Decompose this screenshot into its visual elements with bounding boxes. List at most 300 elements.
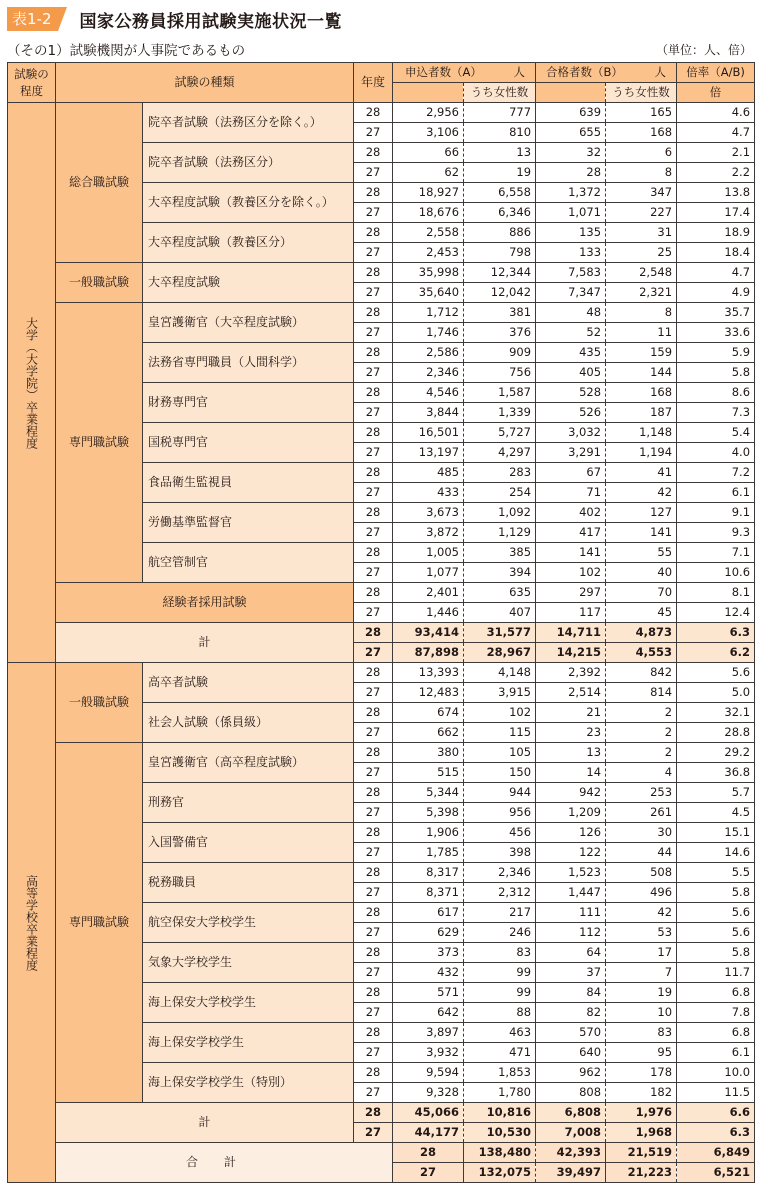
cell-passers: 1,209 [536,803,606,823]
cell-applicants-female: 810 [464,123,536,143]
header-passers-female: うち女性数 [606,83,677,103]
cell-year: 28 [354,583,393,603]
cell-ratio: 5.6 [677,903,755,923]
cell-passers-female: 8 [606,163,677,183]
cell-passers-female: 127 [606,503,677,523]
cell-year: 28 [393,1143,464,1163]
cell-year: 28 [354,143,393,163]
cell-applicants-female: 283 [464,463,536,483]
cell-ratio: 10.6 [677,563,755,583]
table-row [8,1143,755,1163]
cell-passers-female: 496 [606,883,677,903]
cell-applicants-female: 99 [464,963,536,983]
cell-ratio: 6.3 [677,1123,755,1143]
cell-applicants-female: 944 [464,783,536,803]
cell-passers: 526 [536,403,606,423]
cell-applicants-female: 1,129 [464,523,536,543]
cell-passers: 133 [536,243,606,263]
cell-passers: 111 [536,903,606,923]
cell-applicants: 18,676 [393,203,464,223]
cell-passers-female: 42 [606,903,677,923]
cell-applicants: 35,998 [393,263,464,283]
cell-ratio: 9.3 [677,523,755,543]
cell-applicants-female: 6,558 [464,183,536,203]
cell-passers-female: 8 [606,303,677,323]
cell-passers-female: 182 [606,1083,677,1103]
cell-passers: 528 [536,383,606,403]
cell-applicants: 3,673 [393,503,464,523]
cell-applicants: 9,328 [393,1083,464,1103]
cell-passers-female: 227 [606,203,677,223]
cell-applicants-female: 909 [464,343,536,363]
cell-applicants-female: 39,497 [536,1163,606,1183]
cell-ratio: 13.8 [677,183,755,203]
exam-name: 入国警備官 [143,823,354,863]
cell-applicants-female: 31,577 [464,623,536,643]
cell-passers: 1,372 [536,183,606,203]
exam-name: 法務省専門職員（人間科学） [143,343,354,383]
cell-ratio: 6.1 [677,483,755,503]
cell-ratio: 5.8 [677,883,755,903]
cell-passers: 71 [536,483,606,503]
cell-passers: 640 [536,1043,606,1063]
cell-passers: 1,071 [536,203,606,223]
exam-name: 海上保安学校学生（特別） [143,1063,354,1103]
cell-passers-female: 168 [606,383,677,403]
cell-passers-female: 44 [606,843,677,863]
cell-year: 28 [354,743,393,763]
exam-name: 院卒者試験（法務区分） [143,143,354,183]
header-level-line2: 程度 [20,83,43,98]
header-level-line1: 試験の [14,66,49,81]
cell-passers: 21 [536,703,606,723]
cell-applicants: 2,956 [393,103,464,123]
cell-applicants: 1,906 [393,823,464,843]
cell-passers: 297 [536,583,606,603]
cell-applicants: 13,197 [393,443,464,463]
cell-passers: 82 [536,1003,606,1023]
cell-applicants: 3,897 [393,1023,464,1043]
cell-applicants-female: 254 [464,483,536,503]
cell-year: 28 [354,1103,393,1123]
cell-applicants-female: 83 [464,943,536,963]
cell-applicants: 629 [393,923,464,943]
cell-ratio: 6.6 [677,1103,755,1123]
cell-passers: 28 [536,163,606,183]
cell-applicants-female: 150 [464,763,536,783]
cell-applicants-female: 105 [464,743,536,763]
table-row [8,743,755,763]
cell-applicants-female: 1,339 [464,403,536,423]
cell-applicants-female: 463 [464,1023,536,1043]
cell-applicants-female: 28,967 [464,643,536,663]
cell-passers: 52 [536,323,606,343]
cell-passers: 2,514 [536,683,606,703]
header-applicants-total-blank [393,83,464,103]
cell-applicants-female: 88 [464,1003,536,1023]
cell-applicants: 4,546 [393,383,464,403]
cell-applicants: 8,317 [393,863,464,883]
category-ippan-univ: 一般職試験 [56,263,143,303]
cell-applicants: 1,712 [393,303,464,323]
cell-passers-female: 7 [606,963,677,983]
cell-passers: 405 [536,363,606,383]
cell-ratio: 5.0 [677,683,755,703]
cell-passers: 417 [536,523,606,543]
cell-ratio: 35.7 [677,303,755,323]
cell-ratio: 11.5 [677,1083,755,1103]
cell-passers: 402 [536,503,606,523]
cell-passers-female: 10 [606,1003,677,1023]
exam-name: 食品衛生監視員 [143,463,354,503]
exam-name: 航空保安大学校学生 [143,903,354,943]
cell-applicants: 8,371 [393,883,464,903]
cell-passers: 32 [536,143,606,163]
cell-applicants: 12,483 [393,683,464,703]
cell-applicants-female: 381 [464,303,536,323]
cell-ratio: 5.6 [677,923,755,943]
cell-ratio: 6.8 [677,1023,755,1043]
cell-ratio: 4.9 [677,283,755,303]
cell-applicants: 662 [393,723,464,743]
cell-applicants: 44,177 [393,1123,464,1143]
cell-passers-female: 165 [606,103,677,123]
cell-passers-female: 6,521 [677,1163,755,1183]
exam-name: 社会人試験（係員級） [143,703,354,743]
cell-applicants: 642 [393,1003,464,1023]
cell-passers-female: 6 [606,143,677,163]
cell-year: 28 [354,943,393,963]
cell-applicants: 87,898 [393,643,464,663]
cell-ratio: 6.8 [677,983,755,1003]
cell-applicants-female: 217 [464,903,536,923]
cell-year: 28 [354,663,393,683]
exam-name: 大卒程度試験 [143,263,354,303]
cell-passers-female: 347 [606,183,677,203]
cell-passers: 21,519 [606,1143,677,1163]
cell-year: 28 [354,423,393,443]
cell-applicants-female: 4,148 [464,663,536,683]
cell-passers-female: 11 [606,323,677,343]
cell-year: 27 [354,523,393,543]
cell-year: 28 [354,303,393,323]
cell-passers: 14 [536,763,606,783]
cell-passers-female: 4 [606,763,677,783]
cell-applicants: 432 [393,963,464,983]
cell-year: 28 [354,183,393,203]
cell-ratio: 5.4 [677,423,755,443]
cell-passers-female: 31 [606,223,677,243]
cell-applicants: 2,453 [393,243,464,263]
cell-applicants-female: 2,312 [464,883,536,903]
cell-applicants: 18,927 [393,183,464,203]
cell-passers: 6,808 [536,1103,606,1123]
exam-name: 海上保安大学校学生 [143,983,354,1023]
cell-applicants: 62 [393,163,464,183]
cell-applicants-female: 385 [464,543,536,563]
cell-year: 27 [354,603,393,623]
cell-passers-female: 25 [606,243,677,263]
exam-name: 皇宮護衛官（高卒程度試験） [143,743,354,783]
cell-ratio: 2.1 [677,143,755,163]
cell-year: 27 [354,643,393,663]
cell-passers-female: 508 [606,863,677,883]
cell-applicants: 5,344 [393,783,464,803]
cell-year: 27 [354,283,393,303]
cell-passers: 7,583 [536,263,606,283]
cell-ratio: 5.8 [677,363,755,383]
subtotal-label: 計 [56,623,354,663]
cell-ratio: 14.6 [677,843,755,863]
cell-applicants: 2,401 [393,583,464,603]
cell-ratio: 6.3 [677,623,755,643]
cell-applicants-female: 102 [464,703,536,723]
cell-applicants: 132,075 [464,1163,536,1183]
cell-passers: 962 [536,1063,606,1083]
cell-passers-female: 2 [606,743,677,763]
cell-applicants: 1,005 [393,543,464,563]
cell-year: 28 [354,863,393,883]
cell-ratio: 18.9 [677,223,755,243]
cell-passers-female: 70 [606,583,677,603]
cell-ratio: 5.6 [677,663,755,683]
cell-ratio: 18.4 [677,243,755,263]
cell-year: 28 [354,263,393,283]
cell-applicants: 571 [393,983,464,1003]
cell-passers-female: 253 [606,783,677,803]
cell-passers: 122 [536,843,606,863]
cell-ratio: 7.1 [677,543,755,563]
cell-applicants: 35,640 [393,283,464,303]
header-ratio-unit: 倍 [677,83,755,103]
subtotal-label: 計 [56,1103,354,1143]
cell-passers: 112 [536,923,606,943]
cell-applicants-female: 10,530 [464,1123,536,1143]
exam-name: 皇宮護衛官（大卒程度試験） [143,303,354,343]
cell-passers-female: 842 [606,663,677,683]
cell-year: 28 [354,543,393,563]
cell-applicants: 617 [393,903,464,923]
cell-passers: 1,523 [536,863,606,883]
cell-passers: 1,447 [536,883,606,903]
cell-applicants-female: 42,393 [536,1143,606,1163]
cell-applicants: 515 [393,763,464,783]
cell-year: 27 [354,323,393,343]
cell-passers-female: 1,976 [606,1103,677,1123]
cell-applicants-female: 13 [464,143,536,163]
cell-applicants-female: 19 [464,163,536,183]
header-type: 試験の種類 [56,63,354,103]
cell-applicants-female: 1,853 [464,1063,536,1083]
cell-year: 28 [354,823,393,843]
cell-year: 27 [393,1163,464,1183]
cell-passers-female: 41 [606,463,677,483]
cell-passers-female: 168 [606,123,677,143]
cell-ratio: 29.2 [677,743,755,763]
cell-applicants: 433 [393,483,464,503]
table-row [8,303,755,323]
cell-year: 27 [354,1083,393,1103]
cell-applicants-female: 4,297 [464,443,536,463]
cell-applicants-female: 3,915 [464,683,536,703]
cell-passers: 570 [536,1023,606,1043]
cell-passers-female: 159 [606,343,677,363]
cell-ratio: 11.7 [677,963,755,983]
cell-ratio: 4.7 [677,263,755,283]
cell-applicants-female: 635 [464,583,536,603]
cell-passers: 126 [536,823,606,843]
cell-ratio: 10.0 [677,1063,755,1083]
cell-passers-female: 1,148 [606,423,677,443]
table-row [8,263,755,283]
header-passers [536,63,677,83]
cell-year: 28 [354,623,393,643]
cell-applicants: 5,398 [393,803,464,823]
cell-ratio: 7.3 [677,403,755,423]
cell-year: 27 [354,203,393,223]
header-applicants-label: 申込者数（A） [405,65,482,79]
cell-applicants-female: 376 [464,323,536,343]
cell-passers: 639 [536,103,606,123]
cell-passers: 808 [536,1083,606,1103]
cell-applicants: 66 [393,143,464,163]
category-ippan-high: 一般職試験 [56,663,143,743]
header-applicants-female: うち女性数 [464,83,536,103]
exam-name: 海上保安学校学生 [143,1023,354,1063]
cell-applicants-female: 115 [464,723,536,743]
cell-year: 27 [354,363,393,383]
cell-passers: 435 [536,343,606,363]
cell-year: 27 [354,163,393,183]
cell-applicants-female: 10,816 [464,1103,536,1123]
cell-applicants-female: 99 [464,983,536,1003]
cell-passers: 84 [536,983,606,1003]
cell-passers: 21,223 [606,1163,677,1183]
cell-passers-female: 144 [606,363,677,383]
exam-name: 大卒程度試験（教養区分） [143,223,354,263]
level-high: 高等学校卒業程度 [8,663,56,1183]
cell-passers-female: 95 [606,1043,677,1063]
cell-year: 28 [354,983,393,1003]
cell-applicants: 1,077 [393,563,464,583]
exam-name: 大卒程度試験（教養区分を除く。） [143,183,354,223]
cell-applicants: 380 [393,743,464,763]
cell-year: 28 [354,343,393,363]
header-applicants [393,63,536,83]
cell-ratio: 15.1 [677,823,755,843]
cell-applicants: 93,414 [393,623,464,643]
cell-ratio: 17.4 [677,203,755,223]
cell-passers-female: 4,873 [606,623,677,643]
cell-year: 28 [354,703,393,723]
cell-year: 27 [354,403,393,423]
exam-name: 高卒者試験 [143,663,354,703]
cell-applicants-female: 956 [464,803,536,823]
cell-applicants-female: 246 [464,923,536,943]
cell-passers: 48 [536,303,606,323]
cell-applicants: 3,932 [393,1043,464,1063]
cell-applicants-female: 777 [464,103,536,123]
cell-ratio: 4.5 [677,803,755,823]
cell-year: 27 [354,1003,393,1023]
cell-applicants-female: 12,042 [464,283,536,303]
category-senmon-univ: 専門職試験 [56,303,143,583]
cell-ratio: 8.6 [677,383,755,403]
cell-year: 28 [354,1063,393,1083]
cell-year: 28 [354,783,393,803]
exam-name: 航空管制官 [143,543,354,583]
cell-year: 27 [354,683,393,703]
cell-passers-female: 178 [606,1063,677,1083]
exam-name: 院卒者試験（法務区分を除く。） [143,103,354,143]
cell-passers-female: 17 [606,943,677,963]
cell-applicants: 13,393 [393,663,464,683]
table-number-badge: 表1-2 [7,7,58,31]
cell-passers: 942 [536,783,606,803]
cell-applicants-female: 471 [464,1043,536,1063]
cell-year: 28 [354,223,393,243]
cell-applicants: 1,446 [393,603,464,623]
cell-ratio: 5.8 [677,943,755,963]
table-row [8,663,755,683]
cell-passers-female: 2,321 [606,283,677,303]
exam-name: 税務職員 [143,863,354,903]
table-row [8,103,755,123]
cell-ratio: 4.6 [677,103,755,123]
cell-applicants-female: 394 [464,563,536,583]
cell-ratio: 6.2 [677,643,755,663]
unit-note: （単位：人、倍） [655,43,752,57]
cell-ratio: 6.1 [677,1043,755,1063]
cell-applicants: 2,558 [393,223,464,243]
cell-passers-female: 2 [606,703,677,723]
cell-year: 28 [354,103,393,123]
cell-applicants: 3,844 [393,403,464,423]
page-title: 国家公務員採用試験実施状況一覧 [79,11,342,32]
cell-passers: 655 [536,123,606,143]
cell-year: 27 [354,563,393,583]
header-passers-total-blank [536,83,606,103]
cell-year: 27 [354,123,393,143]
cell-passers: 7,347 [536,283,606,303]
cell-passers-female: 4,553 [606,643,677,663]
cell-passers-female: 45 [606,603,677,623]
cell-passers-female: 30 [606,823,677,843]
cell-passers-female: 53 [606,923,677,943]
cell-applicants: 3,106 [393,123,464,143]
cell-passers: 3,291 [536,443,606,463]
table-row [8,623,755,643]
cell-passers: 14,711 [536,623,606,643]
cell-passers-female: 55 [606,543,677,563]
cell-passers-female: 2 [606,723,677,743]
exam-name-keiken: 経験者採用試験 [56,583,354,623]
cell-passers-female: 19 [606,983,677,1003]
cell-year: 27 [354,1043,393,1063]
cell-passers-female: 40 [606,563,677,583]
cell-ratio: 28.8 [677,723,755,743]
header-ratio: 倍率（A/B) [677,63,755,83]
cell-applicants-female: 456 [464,823,536,843]
cell-passers: 117 [536,603,606,623]
cell-ratio: 36.8 [677,763,755,783]
cell-applicants-female: 756 [464,363,536,383]
cell-applicants: 3,872 [393,523,464,543]
exam-name: 気象大学校学生 [143,943,354,983]
cell-applicants-female: 398 [464,843,536,863]
cell-applicants: 45,066 [393,1103,464,1123]
cell-passers: 13 [536,743,606,763]
